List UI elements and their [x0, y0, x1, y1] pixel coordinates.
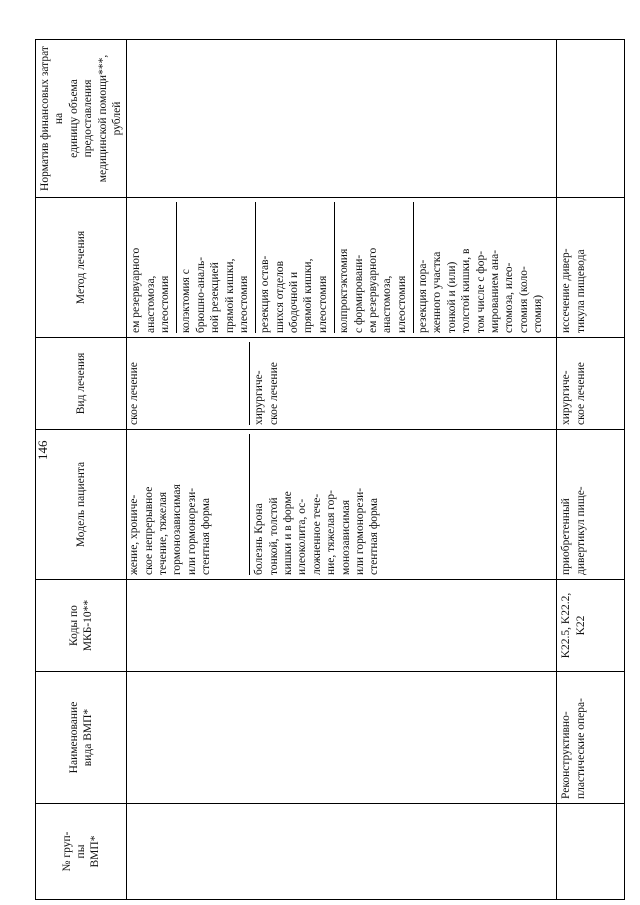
method-2: [176, 202, 255, 333]
cell-codes-2: K22.5, K22.2, K22: [557, 580, 625, 672]
header-name: Наименование вида ВМП*: [36, 672, 127, 804]
header-treatment-type: Вид лечения: [36, 338, 127, 430]
table-row: [557, 40, 625, 900]
cell-treatment-types-1: [127, 338, 557, 430]
method-4-text: колпроктэктомия с формировани- ем резервуарного анастомоза, илеостомия: [338, 247, 408, 333]
vmp-table: [35, 39, 625, 900]
cell-name-1: [127, 672, 557, 804]
method-2-text: колэктомия с брюшно-аналь- ной резекцией прямой кишки, илеостомия: [180, 256, 250, 333]
header-method: Метод лечения: [36, 198, 127, 338]
cell-norm-2: [557, 40, 625, 198]
cell-name-2: Реконструктивно- пластические опера-: [557, 672, 625, 804]
treatment-type-2: [249, 342, 285, 425]
treatment-type-1: [127, 342, 249, 425]
cell-patient-model-2: приобретенный дивертикул пище-: [557, 430, 625, 580]
cell-codes-1: [127, 580, 557, 672]
cell-patient-models-1: [127, 430, 557, 580]
cell-group-2: [557, 804, 625, 900]
method-1: [127, 202, 176, 333]
patient-model-1-text: жение, хрониче- ское непрерывное течение, тяжелая гормонозависимая или гормонорези- стентная форма: [128, 484, 213, 575]
patient-model-2: [249, 434, 385, 575]
cell-norm-1: [127, 40, 557, 198]
table-header-row: [36, 40, 127, 900]
method-1-text: ем резервуарного анастомоза, илеостомия: [130, 247, 171, 333]
method-3: [255, 202, 334, 333]
method-5-text: резекция пора- женного участка тонкой и (или) толстой кишки, в том числе с фор- мированием ана- стомоза, илео- стомия (коло- стомия): [417, 248, 544, 333]
cell-group-1: [127, 804, 557, 900]
header-group: № груп- пы ВМП*: [36, 804, 127, 900]
rotated-table-sheet: [35, 40, 625, 900]
treatment-type-2-text: хирургиче- ское лечение: [253, 362, 280, 425]
cell-methods-1: [127, 198, 557, 338]
table-row: [127, 40, 557, 900]
patient-model-1: [127, 434, 249, 575]
method-4: [334, 202, 413, 333]
cell-treatment-type-2: хирургиче- ское лечение: [557, 338, 625, 430]
patient-model-2-text: болезнь Крона тонкой, толстой кишки и в форме илеоколита, ос- ложненное тече- ние, тяжелая гор- монозависимая или гормонорези- стентная форма: [253, 487, 381, 575]
page-number-text: 146: [35, 440, 50, 460]
header-norm: Норматив финансовых затрат на единицу объема предоставления медицинской помощи***, рублей: [36, 40, 127, 198]
treatment-type-1-text: ское лечение: [128, 362, 141, 425]
method-5: [413, 202, 549, 333]
method-3-text: резекция остав- шихся отделов ободочной и прямой кишки, илеостомия: [259, 255, 329, 333]
header-patient-model: Модель пациента: [36, 430, 127, 580]
header-codes: Коды по МКБ-10**: [36, 580, 127, 672]
cell-method-2: иссечение дивер- тикула пищевода: [557, 198, 625, 338]
